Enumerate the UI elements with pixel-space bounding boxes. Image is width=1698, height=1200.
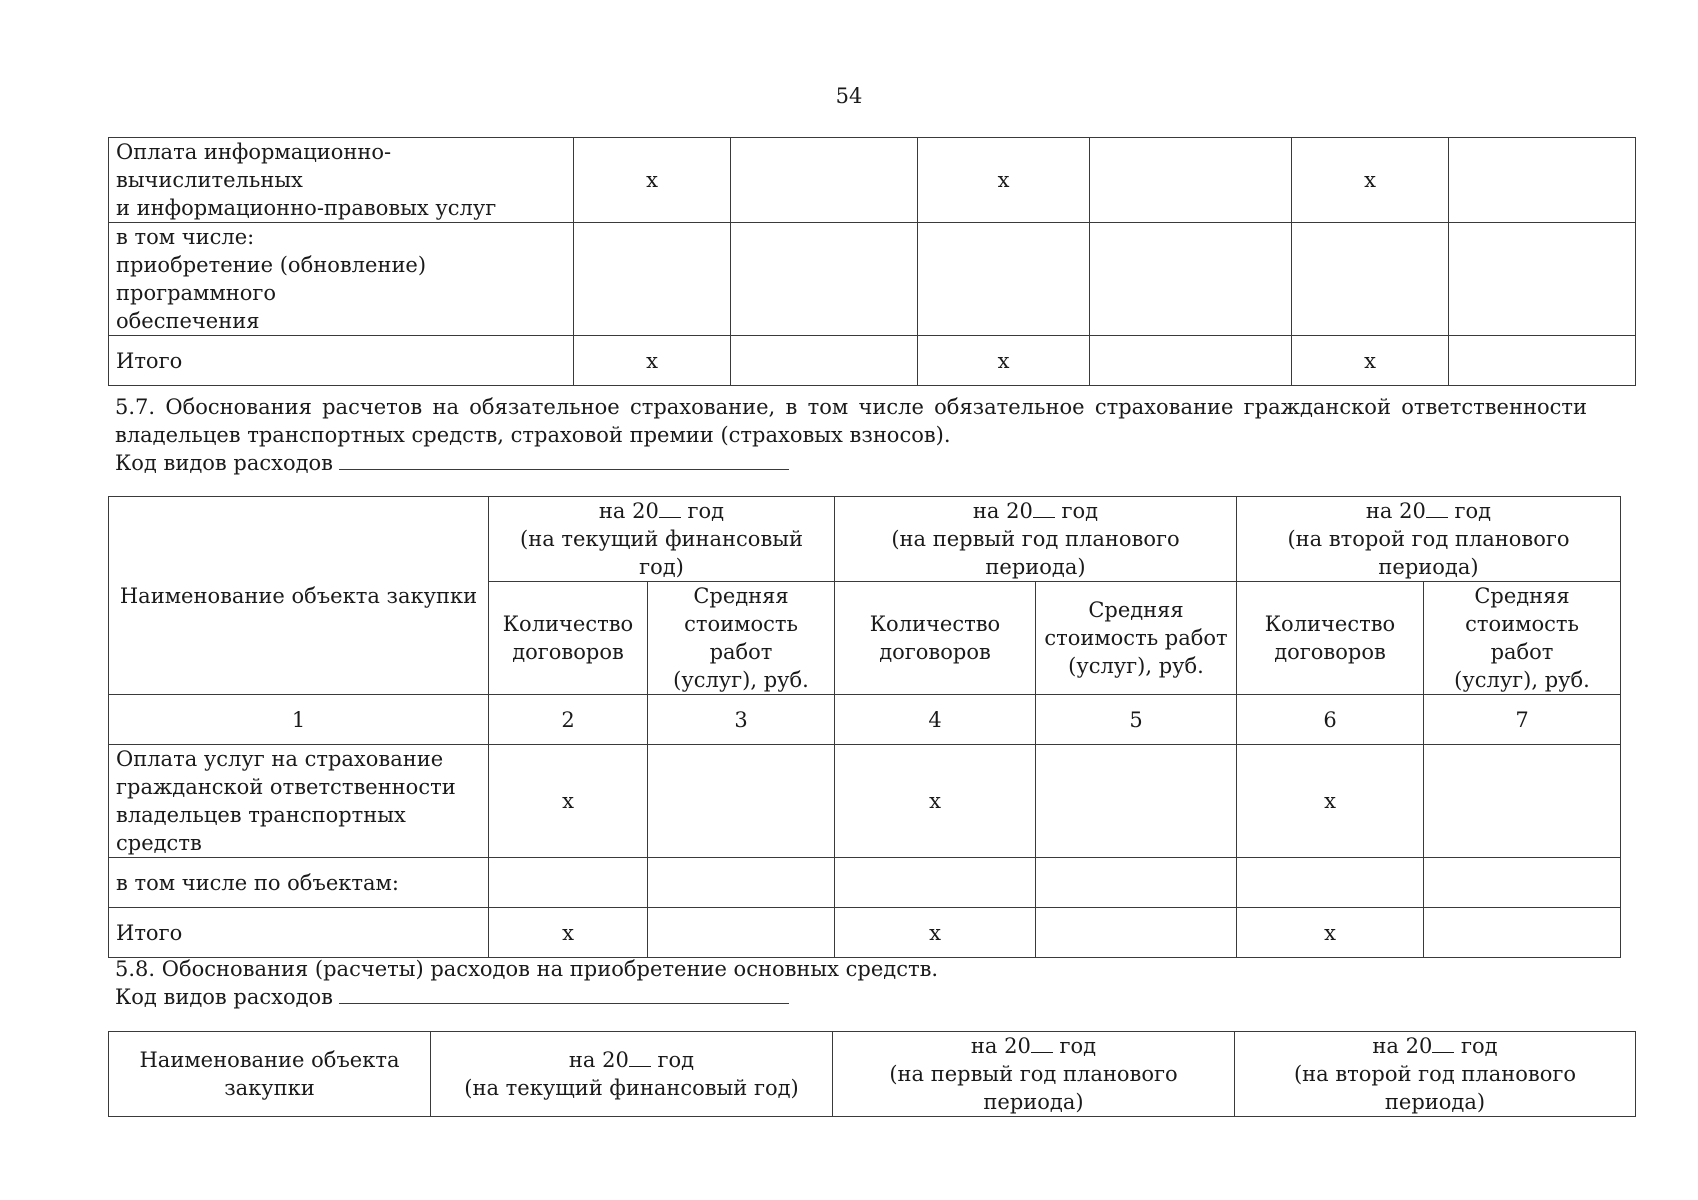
- column-number: 5: [1036, 695, 1237, 745]
- data-cell: [1424, 858, 1621, 908]
- period-header-second: на 20 год (на второй год планового периода): [1237, 497, 1621, 582]
- data-cell: [731, 138, 918, 223]
- section-5-8-text: 5.8. Обоснования (расчеты) расходов на приобретение основных средств.: [115, 957, 939, 981]
- data-cell: [1090, 336, 1292, 386]
- expense-code-label: Код видов расходов: [115, 985, 333, 1009]
- data-cell: х: [574, 336, 731, 386]
- column-number-row: [109, 695, 1621, 745]
- expense-code-blank: [339, 449, 789, 470]
- data-cell: [489, 858, 648, 908]
- data-cell: [1036, 745, 1237, 858]
- data-cell: [1449, 336, 1636, 386]
- expense-code-blank: [339, 983, 789, 1004]
- cost-header: Средняя стоимость работ (услуг), руб.: [648, 582, 835, 695]
- expense-code-line: [115, 983, 1587, 1011]
- column-number: 7: [1424, 695, 1621, 745]
- table-row: [109, 138, 1636, 223]
- data-cell: [1237, 858, 1424, 908]
- data-cell: [731, 223, 918, 336]
- column-number: 2: [489, 695, 648, 745]
- period-header-current: на 20 год (на текущий финансовый год): [489, 497, 835, 582]
- data-cell: х: [574, 138, 731, 223]
- cost-header: Средняя стоимость работ (услуг), руб.: [1424, 582, 1621, 695]
- row-name-cell: Итого: [109, 908, 489, 958]
- column-number: 3: [648, 695, 835, 745]
- table-row: [109, 908, 1621, 958]
- data-cell: [648, 858, 835, 908]
- data-cell: [574, 223, 731, 336]
- qty-header: Количество договоров: [835, 582, 1036, 695]
- data-cell: х: [1292, 336, 1449, 386]
- expense-code-label: Код видов расходов: [115, 451, 333, 475]
- period-header-first: на 20 год (на первый год планового периода): [835, 497, 1237, 582]
- data-cell: [1449, 223, 1636, 336]
- data-cell: [1036, 858, 1237, 908]
- name-header: Наименование объекта закупки: [109, 1032, 431, 1117]
- name-header: Наименование объекта закупки: [109, 497, 489, 695]
- data-cell: х: [1292, 138, 1449, 223]
- data-cell: [1090, 223, 1292, 336]
- table-header-row: [109, 1032, 1636, 1117]
- page-number: 54: [835, 84, 863, 108]
- data-cell: [648, 908, 835, 958]
- table-row: [109, 858, 1621, 908]
- period-header-second: на 20 год (на второй год планового периода): [1235, 1032, 1636, 1117]
- data-cell: [1449, 138, 1636, 223]
- data-cell: [648, 745, 835, 858]
- expense-code-line: [115, 449, 1587, 477]
- period-header-first: на 20 год (на первый год планового периода): [833, 1032, 1235, 1117]
- period-header-current: на 20 год (на текущий финансовый год): [431, 1032, 833, 1117]
- data-cell: х: [1237, 908, 1424, 958]
- row-name-cell: Оплата информационно-вычислительных и информационно-правовых услуг: [109, 138, 574, 223]
- data-cell: х: [1237, 745, 1424, 858]
- data-cell: [835, 858, 1036, 908]
- data-cell: х: [918, 138, 1090, 223]
- data-cell: [1424, 908, 1621, 958]
- table-fixed-assets: [108, 1031, 1636, 1117]
- data-cell: х: [918, 336, 1090, 386]
- table-insurance: [108, 496, 1621, 958]
- data-cell: [1036, 908, 1237, 958]
- row-name-cell: в том числе: приобретение (обновление) программного обеспечения: [109, 223, 574, 336]
- data-cell: [1090, 138, 1292, 223]
- data-cell: х: [835, 745, 1036, 858]
- table-header-row: [109, 497, 1621, 582]
- data-cell: х: [835, 908, 1036, 958]
- data-cell: х: [489, 745, 648, 858]
- table-row: [109, 336, 1636, 386]
- table-row: [109, 223, 1636, 336]
- table-it-services: [108, 137, 1636, 386]
- row-name-cell: Итого: [109, 336, 574, 386]
- column-number: 1: [109, 695, 489, 745]
- data-cell: х: [489, 908, 648, 958]
- row-name-cell: в том числе по объектам:: [109, 858, 489, 908]
- column-number: 6: [1237, 695, 1424, 745]
- section-5-7-text: 5.7. Обоснования расчетов на обязательное страхование, в том числе обязательное страхование гражданской ответственности владельцев транспортных средств, страховой премии (страховых взносов).: [115, 395, 1587, 447]
- row-name-cell: Оплата услуг на страхование гражданской ответственности владельцев транспортных средств: [109, 745, 489, 858]
- data-cell: [1424, 745, 1621, 858]
- data-cell: [731, 336, 918, 386]
- section-5-8: [115, 955, 1587, 1011]
- qty-header: Количество договоров: [1237, 582, 1424, 695]
- qty-header: Количество договоров: [489, 582, 648, 695]
- cost-header: Средняя стоимость работ (услуг), руб.: [1036, 582, 1237, 695]
- data-cell: [918, 223, 1090, 336]
- table-row: [109, 745, 1621, 858]
- column-number: 4: [835, 695, 1036, 745]
- section-5-7: [115, 393, 1587, 477]
- data-cell: [1292, 223, 1449, 336]
